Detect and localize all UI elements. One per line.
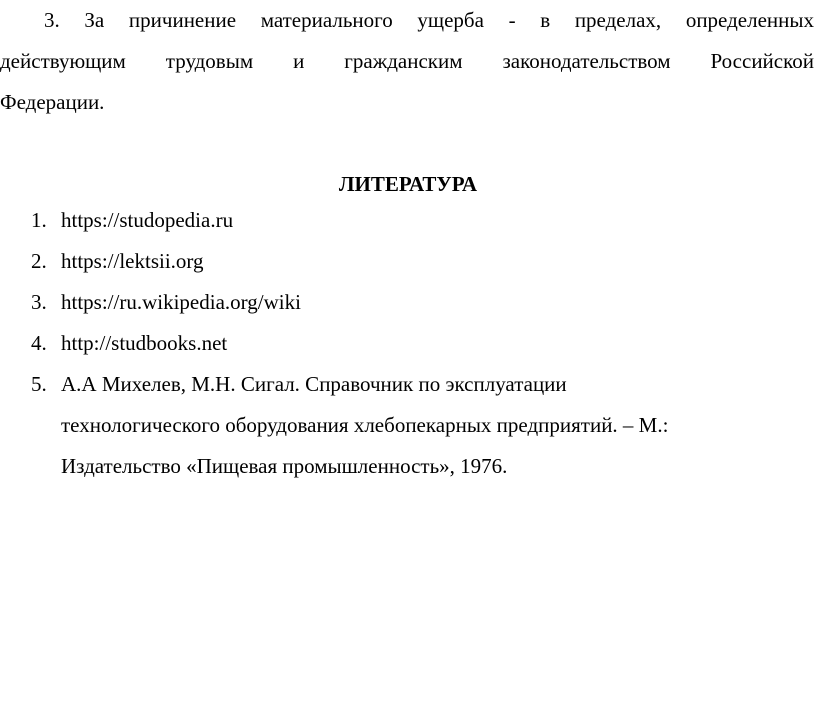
responsibility-paragraph xyxy=(0,0,814,123)
list-item xyxy=(0,364,816,487)
reference-text-line: технологического оборудования хлебопекарных предприятий. – М.: xyxy=(61,413,669,437)
paragraph-line: Федерации. xyxy=(0,90,105,114)
reference-link[interactable]: https://studopedia.ru xyxy=(61,208,234,232)
list-number: 2. xyxy=(31,249,47,273)
reference-link[interactable]: https://ru.wikipedia.org/wiki xyxy=(61,290,301,314)
reference-text-line: Издательство «Пищевая промышленность», 1976. xyxy=(61,454,508,478)
paragraph-line: 3. За причинение материального ущерба - в пределах, определенных xyxy=(44,8,814,32)
list-number: 3. xyxy=(31,290,47,314)
list-item xyxy=(0,241,816,282)
list-number: 5. xyxy=(31,372,47,396)
reference-link[interactable]: http://studbooks.net xyxy=(61,331,228,355)
paragraph-line: действующим трудовым и гражданским законодательством Российской xyxy=(0,49,814,73)
list-number: 1. xyxy=(31,208,47,232)
list-item xyxy=(0,282,816,323)
reference-list xyxy=(0,200,816,487)
list-number: 4. xyxy=(31,331,47,355)
reference-text-line: А.А Михелев, М.Н. Сигал. Справочник по эксплуатации xyxy=(61,372,567,396)
list-item xyxy=(0,200,816,241)
literature-heading: ЛИТЕРАТУРА xyxy=(338,172,478,196)
list-item xyxy=(0,323,816,364)
reference-link[interactable]: https://lektsii.org xyxy=(61,249,204,273)
